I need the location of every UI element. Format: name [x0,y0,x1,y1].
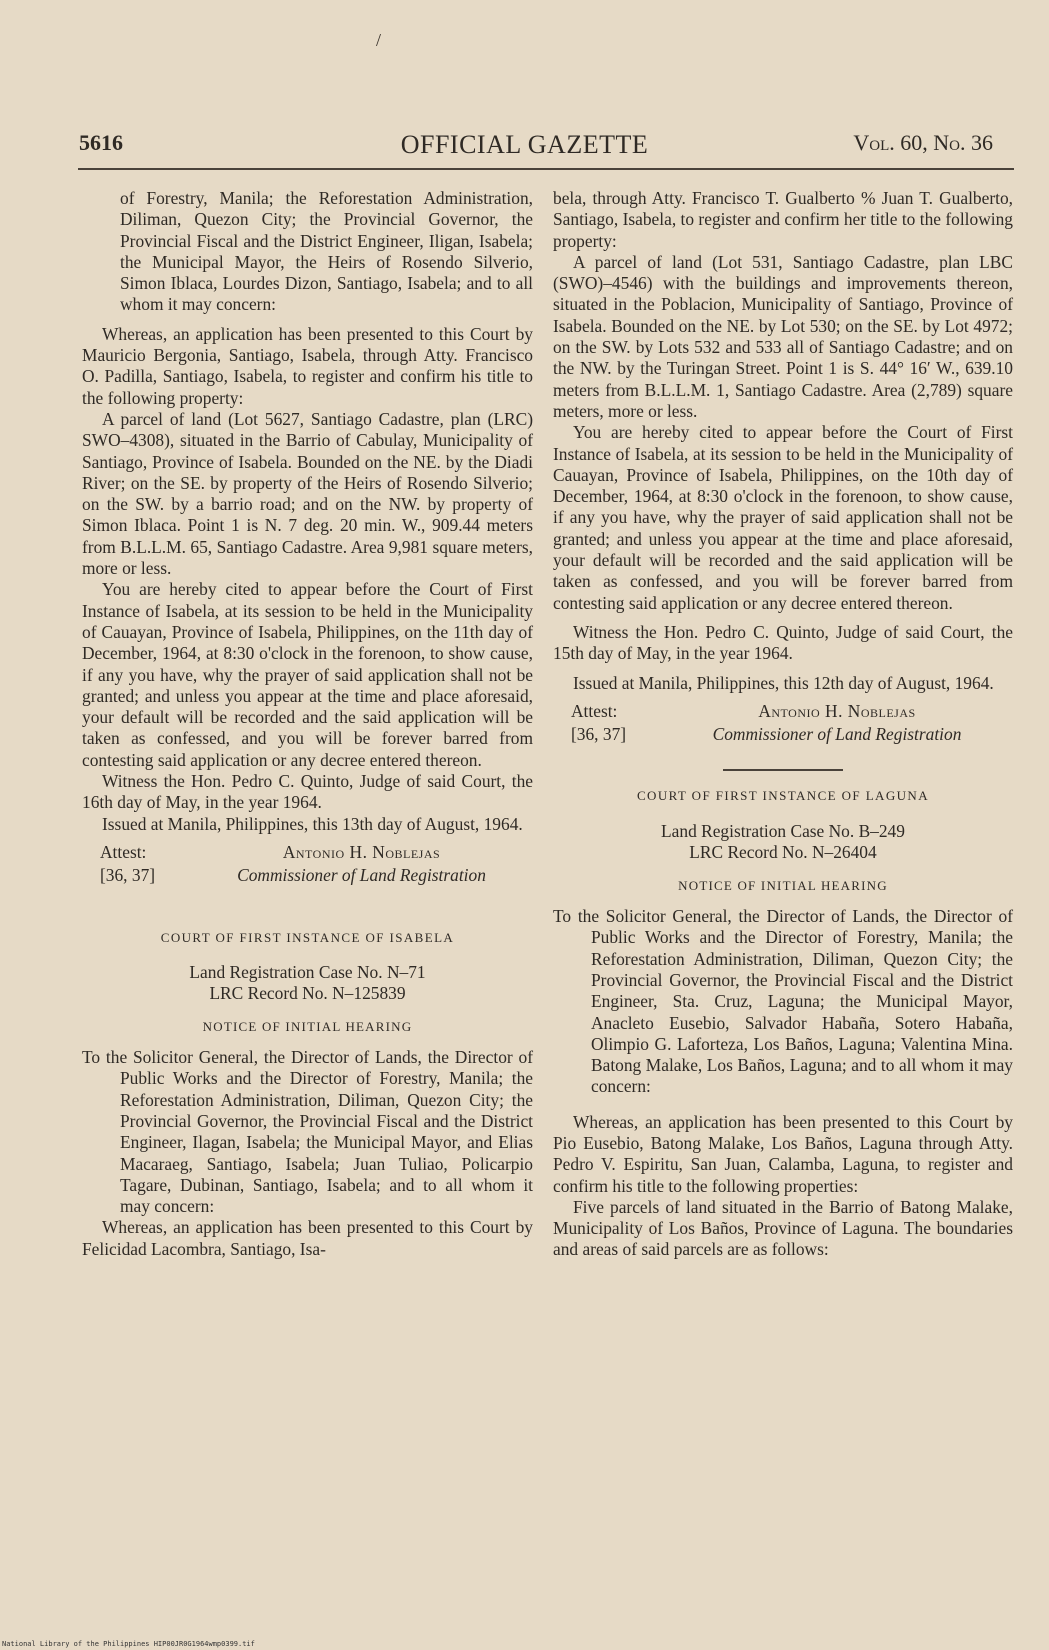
volume-label: Vol. 60, No. 36 [853,130,993,155]
paragraph: of Forestry, Manila; the Reforestation Administration, Diliman, Quezon City; the Provincial Governor, the Provincial Fiscal and the District Engineer, Iligan, Isabela; the Municipal Mayor, the Heirs of Rosendo Silverio, Simon Iblaca, Lourdes Dizon, Santiago, Isabela; and to all whom it may concern: [120,188,533,315]
attest-ref: [36, 37] [100,865,156,886]
pencil-mark: / [376,30,382,50]
paragraph: Whereas, an application has been presented to this Court by Pio Eusebio, Batong Malake, Los Baños, Laguna through Atty. Pedro V. Espiritu, San Juan, Calamba, Laguna, to register and confirm his title to the following properties: [553,1111,1013,1196]
attest-label: Attest: [100,841,147,862]
paragraph: Whereas, an application has been presented to this Court by Mauricio Bergonia, Santiago, Isabela, through Atty. Francisco O. Padilla, Santiago, Isabela, to register and confirm his title to the following property: [82,323,533,408]
case-number: Land Registration Case No. B–249 [661,820,905,841]
paragraph: To the Solicitor General, the Director of Lands, the Director of Public Works and the Director of Forestry, Manila; the Reforestation Administration, Diliman, Quezon City; the Provincial Governor, the Provincial Fiscal and the District Engineer, Sta. Cruz, Laguna; the Municipal Mayor, Anacleto Eusebio, Salvador Habaña, Sotero Habaña, Olimpio G. Laforteza, Los Baños, Laguna; Valentina Mina. Batong Malake, Los Baños, Laguna; and to all whom it may concern: [553,906,1013,1097]
paragraph: Issued at Manila, Philippines, this 13th day of August, 1964. [102,813,523,834]
header-rule [78,168,1014,170]
notice-heading: NOTICE OF INITIAL HEARING [202,1018,413,1034]
paragraph: To the Solicitor General, the Director of Lands, the Director of Public Works and the Director of Forestry, Manila; the Reforestation Administration, Diliman, Quezon City; the Provincial Governor, the Provincial Fiscal and the District Engineer, Ilagan, Isabela; the Municipal Mayor, and Elias Macaraeg, Santiago, Isabela; Juan Tuliao, Policarpio Tagare, Dubinan, Santiago, Isabela; and to all whom it may concern: [82,1047,533,1217]
attest-line [82,842,533,863]
attest-title: Commissioner of Land Registration [712,724,962,745]
paragraph: Issued at Manila, Philippines, this 12th day of August, 1964. [573,672,994,693]
publication-title: OFFICIAL GAZETTE [400,130,649,159]
paragraph: A parcel of land (Lot 5627, Santiago Cadastre, plan (LRC) SWO–4308), situated in the Barrio of Cabulay, Municipality of Santiago, Province of Isabela. Bounded on the NE. by the Diadi River; on the SE. by property of the Heirs of Rosendo Silverio; on the SW. by a barrio road; and on the NW. by property of Simon Iblaca. Point 1 is N. 7 deg. 20 min. W., 909.44 meters from B.L.L.M. 65, Santiago Cadastre. Area 9,981 square meters, more or less. [82,408,533,579]
left-column [82,188,533,1260]
attest-ref: [36, 37] [571,724,627,745]
attest-line [553,724,1013,745]
court-heading: COURT OF FIRST INSTANCE OF ISABELA [160,929,455,945]
court-heading: COURT OF FIRST INSTANCE OF LAGUNA [636,788,929,804]
paragraph: bela, through Atty. Francisco T. Gualberto % Juan T. Gualberto, Santiago, Isabela, to register and confirm her title to the following property: [553,188,1013,251]
paragraph: Five parcels of land situated in the Barrio of Batong Malake, Municipality of Los Baños, Province of Laguna. The boundaries and areas of said parcels are as follows: [553,1196,1013,1260]
attest-name: Antonio H. Noblejas [282,841,441,862]
paragraph: You are hereby cited to appear before the Court of First Instance of Isabela, at its session to be held in the Municipality of Cauayan, Province of Isabela, Philippines, on the 10th day of December, 1964, at 8:30 o'clock in the forenoon, to show cause, if any you have, why the prayer of said application shall not be granted; and unless you appear at the time and place aforesaid, your default will be recorded and the said application will be taken as confessed, and you will be forever barred from contesting said application or any decree entered thereon. [553,422,1013,613]
paragraph: A parcel of land (Lot 531, Santiago Cadastre, plan LBC (SWO)–4546) with the buildings and improvements thereon, situated in the Poblacion, Municipality of Santiago, Province of Isabela. Bounded on the NE. by Lot 530; on the SE. by Lot 4972; on the SW. by Lots 532 and 533 all of Santiago Cadastre; and on the NW. by the Turingan Street. Point 1 is S. 44° 16′ W., 639.10 meters from B.L.L.M. 1, Santiago Cadastre. Area (2,789) square meters, more or less. [553,251,1013,421]
paragraph: You are hereby cited to appear before the Court of First Instance of Isabela, at its session to be held in the Municipality of Cauayan, Province of Isabela, Philippines, on the 11th day of December, 1964, at 8:30 o'clock in the forenoon, to show cause, if any you have, why the prayer of said application shall not be granted; and unless you appear at the time and place aforesaid, your default will be recorded and the said application will be taken as confessed, and you will be forever barred from contesting said application or any decree entered thereon. [82,579,533,770]
paragraph: Witness the Hon. Pedro C. Quinto, Judge of said Court, the 15th day of May, in the year 1964. [553,621,1013,664]
paragraph: Witness the Hon. Pedro C. Quinto, Judge of said Court, the 16th day of May, in the year 1964. [82,771,533,813]
case-number: Land Registration Case No. N–71 [189,961,426,982]
paragraph: Whereas, an application has been presented to this Court by Felicidad Lacombra, Santiago, Isa- [82,1217,533,1259]
record-number: LRC Record No. N–26404 [689,841,877,862]
page-number: 5616 [79,130,123,155]
right-column [553,188,1013,1261]
notice-heading: NOTICE OF INITIAL HEARING [678,877,888,893]
attest-name: Antonio H. Noblejas [758,700,916,721]
attest-line [82,865,533,886]
section-divider [723,769,843,771]
attest-title: Commissioner of Land Registration [237,865,486,886]
record-number: LRC Record No. N–125839 [209,982,406,1003]
attest-line [553,701,1013,722]
scan-footer: National Library of the Philippines HIP00JR0G1964wmp0399.tif [2,1640,255,1648]
attest-label: Attest: [571,700,618,721]
